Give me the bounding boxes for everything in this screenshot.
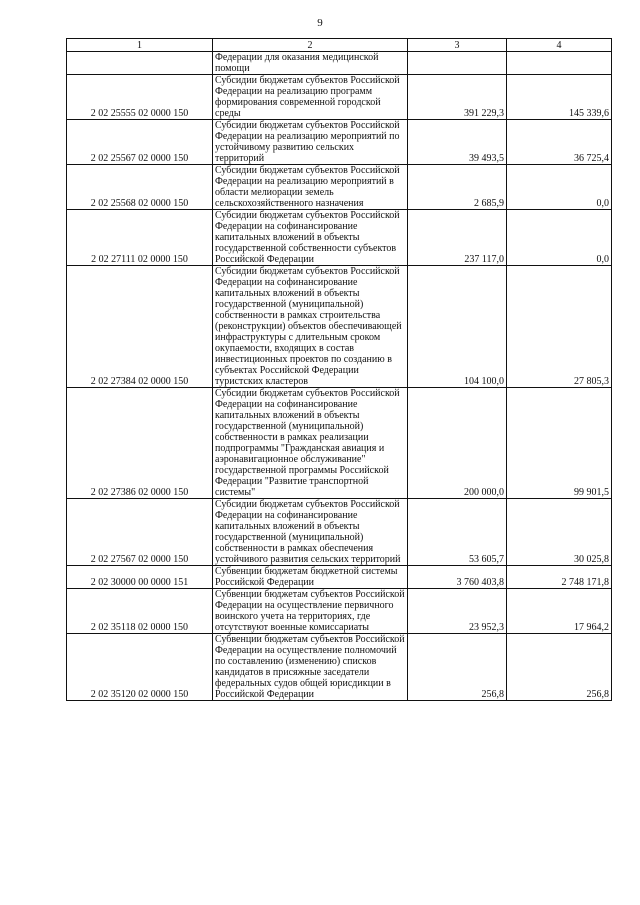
row-value-col4: 36 725,4 (507, 120, 612, 165)
table-row (67, 388, 612, 499)
row-value-col4: 99 901,5 (507, 388, 612, 499)
row-value-col3: 23 952,3 (408, 589, 507, 634)
row-code: 2 02 25567 02 0000 150 (67, 120, 213, 165)
table-row (67, 566, 612, 589)
row-value-col3: 104 100,0 (408, 266, 507, 388)
row-value-col4 (507, 52, 612, 75)
row-value-col3: 2 685,9 (408, 165, 507, 210)
row-value-col3 (408, 52, 507, 75)
row-value-col4: 30 025,8 (507, 499, 612, 566)
row-description: Субвенции бюджетам субъектов Российской Федерации на осуществление первичного воинского учета на территориях, где отсутствуют военные комиссариаты (213, 589, 408, 634)
row-code (67, 52, 213, 75)
row-code: 2 02 30000 00 0000 151 (67, 566, 213, 589)
row-value-col4: 2 748 171,8 (507, 566, 612, 589)
row-value-col4: 145 339,6 (507, 75, 612, 120)
row-value-col3: 200 000,0 (408, 388, 507, 499)
row-code: 2 02 25555 02 0000 150 (67, 75, 213, 120)
row-description: Субсидии бюджетам субъектов Российской Федерации на софинансирование капитальных вложений в объекты государственной (муниципальной) собственности в рамках строительства (реконструкции) объектов обеспечивающей инфраструктуры с длительным сроком окупаемости, входящих в состав инвестиционных проектов по созданию в субъектах Российской Федерации туристских кластеров (213, 266, 408, 388)
row-code: 2 02 27567 02 0000 150 (67, 499, 213, 566)
row-description: Субвенции бюджетам бюджетной системы Российской Федерации (213, 566, 408, 589)
row-code: 2 02 27384 02 0000 150 (67, 266, 213, 388)
row-description: Субсидии бюджетам субъектов Российской Федерации на софинансирование капитальных вложений в объекты государственной (муниципальной) собственности в рамках реализации подпрограммы "Гражданская авиация и аэронавигационное обслуживание" государственной программы Российской Федерации "Развитие транспортной системы" (213, 388, 408, 499)
row-value-col3: 391 229,3 (408, 75, 507, 120)
row-code: 2 02 25568 02 0000 150 (67, 165, 213, 210)
row-description: Субвенции бюджетам субъектов Российской Федерации на осуществление полномочий по составлению (изменению) списков кандидатов в присяжные заседатели федеральных судов общей юрисдикции в Российской Федерации (213, 634, 408, 701)
row-value-col4: 0,0 (507, 165, 612, 210)
row-value-col4: 17 964,2 (507, 589, 612, 634)
row-value-col3: 53 605,7 (408, 499, 507, 566)
row-description: Федерации для оказания медицинской помощи (213, 52, 408, 75)
row-value-col4: 27 805,3 (507, 266, 612, 388)
table-row (67, 52, 612, 75)
table-row (67, 499, 612, 566)
row-code: 2 02 35120 02 0000 150 (67, 634, 213, 701)
row-description: Субсидии бюджетам субъектов Российской Федерации на софинансирование капитальных вложений в объекты государственной (муниципальной) собственности в рамках обеспечения устойчивого развития сельских территорий (213, 499, 408, 566)
row-description: Субсидии бюджетам субъектов Российской Федерации на реализацию мероприятий в области мелиорации земель сельскохозяйственного назначения (213, 165, 408, 210)
row-value-col3: 237 117,0 (408, 210, 507, 266)
row-value-col4: 256,8 (507, 634, 612, 701)
header-col-1: 1 (67, 39, 213, 52)
page-number: 9 (317, 17, 323, 29)
row-value-col3: 256,8 (408, 634, 507, 701)
row-code: 2 02 27386 02 0000 150 (67, 388, 213, 499)
header-col-2: 2 (213, 39, 408, 52)
header-col-3: 3 (408, 39, 507, 52)
row-description: Субсидии бюджетам субъектов Российской Федерации на софинансирование капитальных вложений в объекты государственной собственности субъектов Российской Федерации (213, 210, 408, 266)
table-header-row (67, 39, 612, 52)
table-row (67, 589, 612, 634)
table-row (67, 165, 612, 210)
table-row (67, 210, 612, 266)
row-description: Субсидии бюджетам субъектов Российской Федерации на реализацию мероприятий по устойчивому развитию сельских территорий (213, 120, 408, 165)
header-col-4: 4 (507, 39, 612, 52)
budget-table (66, 38, 612, 701)
row-value-col4: 0,0 (507, 210, 612, 266)
row-code: 2 02 35118 02 0000 150 (67, 589, 213, 634)
table-row (67, 75, 612, 120)
row-code: 2 02 27111 02 0000 150 (67, 210, 213, 266)
table-row (67, 266, 612, 388)
row-value-col3: 3 760 403,8 (408, 566, 507, 589)
table-row (67, 634, 612, 701)
table-row (67, 120, 612, 165)
row-value-col3: 39 493,5 (408, 120, 507, 165)
row-description: Субсидии бюджетам субъектов Российской Федерации на реализацию программ формирования современной городской среды (213, 75, 408, 120)
